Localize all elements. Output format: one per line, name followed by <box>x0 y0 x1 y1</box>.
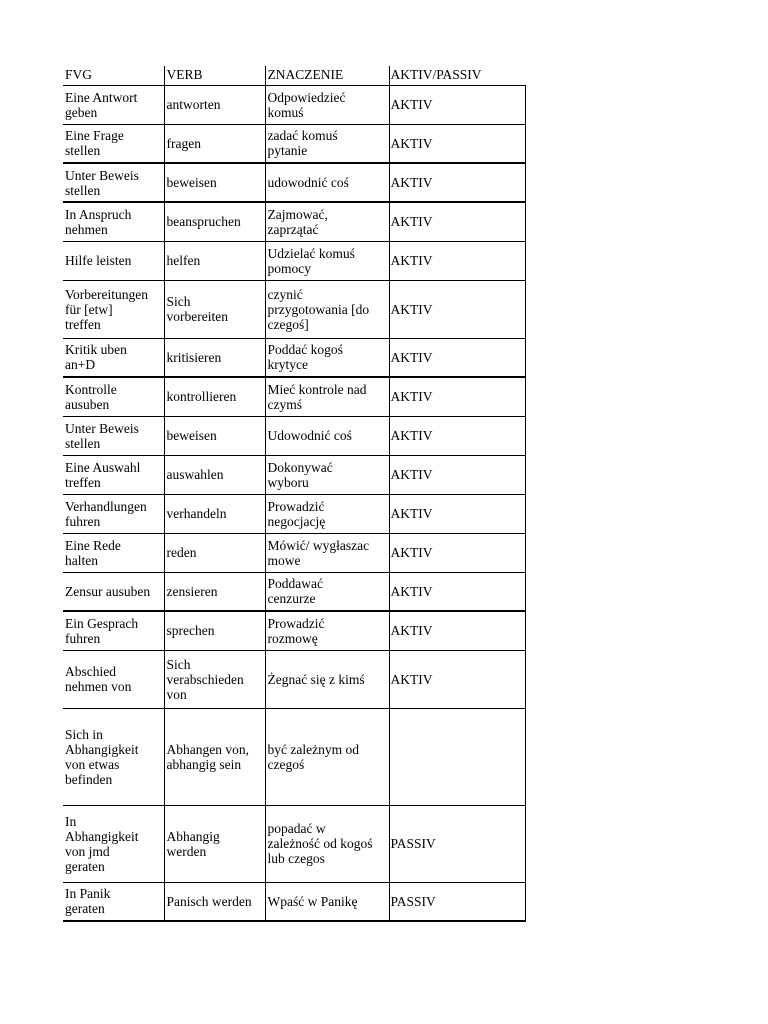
table-row <box>63 124 525 163</box>
znaczenie-cell: Wpaść w Panikę <box>265 882 389 921</box>
fvg-cell: Abschied nehmen von <box>63 650 164 708</box>
znaczenie-cell: Poddawać cenzurze <box>265 572 389 611</box>
table-row <box>63 280 525 338</box>
fvg-cell: Vorbereitungen für [etw] treffen <box>63 280 164 338</box>
table-row <box>63 611 525 650</box>
verb-cell: auswahlen <box>164 455 265 494</box>
typ-cell: AKTIV <box>389 455 525 494</box>
typ-cell: AKTIV <box>389 377 525 416</box>
verb-cell: kritisieren <box>164 338 265 377</box>
table-body <box>63 66 525 921</box>
typ-cell <box>389 708 525 805</box>
typ-cell: AKTIV <box>389 572 525 611</box>
header-znaczenie: ZNACZENIE <box>265 66 389 85</box>
znaczenie-cell: udowodnić coś <box>265 163 389 202</box>
znaczenie-cell: Poddać kogoś krytyce <box>265 338 389 377</box>
header-fvg: FVG <box>63 66 164 85</box>
fvg-cell: Kritik uben an+D <box>63 338 164 377</box>
verb-cell: Sich verabschieden von <box>164 650 265 708</box>
table-row <box>63 650 525 708</box>
typ-cell: AKTIV <box>389 416 525 455</box>
fvg-cell: Eine Frage stellen <box>63 124 164 163</box>
verb-cell: verhandeln <box>164 494 265 533</box>
fvg-cell: Eine Rede halten <box>63 533 164 572</box>
verb-cell: Abhangen von, abhangig sein <box>164 708 265 805</box>
verb-cell: helfen <box>164 241 265 280</box>
table-row <box>63 241 525 280</box>
table-row <box>63 416 525 455</box>
znaczenie-cell: Mówić/ wygłaszac mowe <box>265 533 389 572</box>
typ-cell: AKTIV <box>389 202 525 241</box>
verb-cell: Panisch werden <box>164 882 265 921</box>
table-row <box>63 882 525 921</box>
fvg-cell: Verhandlungen fuhren <box>63 494 164 533</box>
verb-cell: beweisen <box>164 163 265 202</box>
typ-cell: AKTIV <box>389 85 525 124</box>
znaczenie-cell: czynić przygotowania [do czegoś] <box>265 280 389 338</box>
table-row <box>63 708 525 805</box>
fvg-cell: Unter Beweis stellen <box>63 163 164 202</box>
znaczenie-cell: Odpowiedzieć komuś <box>265 85 389 124</box>
typ-cell: PASSIV <box>389 805 525 882</box>
fvg-cell: In Panik geraten <box>63 882 164 921</box>
fvg-cell: Unter Beweis stellen <box>63 416 164 455</box>
znaczenie-cell: Zajmować, zaprzątać <box>265 202 389 241</box>
znaczenie-cell: Udzielać komuś pomocy <box>265 241 389 280</box>
znaczenie-cell: popadać w zależność od kogoś lub czegos <box>265 805 389 882</box>
znaczenie-cell: Mieć kontrole nad czymś <box>265 377 389 416</box>
vocabulary-table <box>63 66 526 922</box>
verb-cell: beweisen <box>164 416 265 455</box>
typ-cell: AKTIV <box>389 338 525 377</box>
verb-cell: sprechen <box>164 611 265 650</box>
table-row <box>63 338 525 377</box>
verb-cell: kontrollieren <box>164 377 265 416</box>
znaczenie-cell: Prowadzić negocjację <box>265 494 389 533</box>
znaczenie-cell: Udowodnić coś <box>265 416 389 455</box>
header-verb: VERB <box>164 66 265 85</box>
znaczenie-cell: być zależnym od czegoś <box>265 708 389 805</box>
table-row <box>63 533 525 572</box>
znaczenie-cell: Dokonywać wyboru <box>265 455 389 494</box>
typ-cell: AKTIV <box>389 494 525 533</box>
fvg-cell: Ein Gesprach fuhren <box>63 611 164 650</box>
typ-cell: PASSIV <box>389 882 525 921</box>
verb-cell: beanspruchen <box>164 202 265 241</box>
typ-cell: AKTIV <box>389 241 525 280</box>
fvg-cell: In Abhangigkeit von jmd geraten <box>63 805 164 882</box>
verb-cell: Abhangig werden <box>164 805 265 882</box>
verb-cell: Sich vorbereiten <box>164 280 265 338</box>
typ-cell: AKTIV <box>389 163 525 202</box>
verb-cell: antworten <box>164 85 265 124</box>
table-header-row <box>63 66 525 85</box>
znaczenie-cell: zadać komuś pytanie <box>265 124 389 163</box>
fvg-cell: Hilfe leisten <box>63 241 164 280</box>
typ-cell: AKTIV <box>389 650 525 708</box>
typ-cell: AKTIV <box>389 533 525 572</box>
header-aktiv-passiv: AKTIV/PASSIV <box>389 66 525 85</box>
table-row <box>63 377 525 416</box>
table-row <box>63 805 525 882</box>
verb-cell: reden <box>164 533 265 572</box>
fvg-cell: In Anspruch nehmen <box>63 202 164 241</box>
fvg-cell: Eine Auswahl treffen <box>63 455 164 494</box>
fvg-cell: Sich in Abhangigkeit von etwas befinden <box>63 708 164 805</box>
fvg-cell: Kontrolle ausuben <box>63 377 164 416</box>
table-row <box>63 163 525 202</box>
table-row <box>63 572 525 611</box>
verb-cell: fragen <box>164 124 265 163</box>
fvg-cell: Zensur ausuben <box>63 572 164 611</box>
typ-cell: AKTIV <box>389 611 525 650</box>
znaczenie-cell: Prowadzić rozmowę <box>265 611 389 650</box>
table-row <box>63 455 525 494</box>
table-row <box>63 494 525 533</box>
typ-cell: AKTIV <box>389 280 525 338</box>
fvg-cell: Eine Antwort geben <box>63 85 164 124</box>
typ-cell: AKTIV <box>389 124 525 163</box>
verb-cell: zensieren <box>164 572 265 611</box>
table-row <box>63 202 525 241</box>
znaczenie-cell: Żegnać się z kimś <box>265 650 389 708</box>
table-row <box>63 85 525 124</box>
